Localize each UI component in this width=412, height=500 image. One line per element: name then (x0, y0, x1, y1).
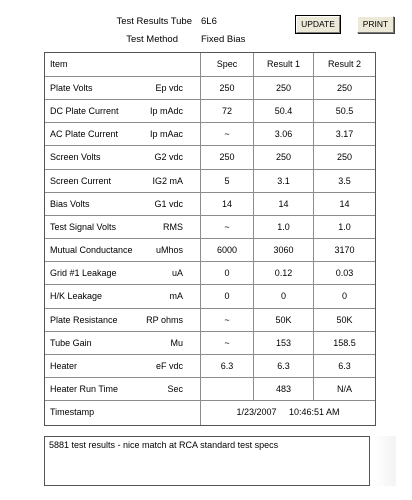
table-row (45, 354, 375, 378)
test-method-label: Test Method (126, 34, 178, 45)
table-row (45, 377, 375, 401)
table-row (45, 99, 375, 123)
row-result-2-value: 6.3 (338, 360, 351, 371)
timestamp-value: 1/23/2007 10:46:51 AM (236, 407, 340, 417)
row-item-unit: uA (171, 268, 183, 279)
row-result-2-value: 3170 (334, 245, 355, 256)
row-result-1-value: 3.1 (277, 175, 290, 186)
row-result-2-value: 50.5 (335, 106, 354, 117)
row-result-1-value: 153 (275, 337, 292, 348)
row-item-name: Heater Run Time (50, 383, 119, 394)
row-result-2-value: 158.5 (333, 337, 356, 348)
table-row (45, 331, 375, 355)
row-spec-value: 6.3 (220, 360, 234, 371)
row-spec-value: 6000 (216, 245, 238, 256)
results-table (44, 52, 376, 426)
row-result-1-value: 483 (275, 383, 292, 394)
row-result-2-value: 250 (336, 152, 353, 163)
row-result-1-value: 0.12 (274, 268, 293, 279)
row-item-name: Mutual Conductance (50, 245, 133, 256)
row-result-2-value: 0 (341, 291, 347, 302)
row-item-unit: RP ohms (146, 314, 183, 325)
row-spec-value: 72 (221, 106, 232, 117)
timestamp-row (45, 400, 375, 424)
row-item-name: Screen Volts (50, 152, 101, 163)
row-item-unit: uMhos (155, 245, 183, 256)
table-header-row (45, 53, 375, 76)
row-item-name: DC Plate Current (50, 106, 119, 117)
row-result-2-value: 250 (336, 83, 353, 93)
print-button[interactable]: PRINT (357, 16, 394, 33)
row-result-1-value: 50K (275, 314, 292, 325)
row-result-1-value: 1.0 (277, 221, 290, 232)
row-item-unit: Sec (167, 383, 183, 394)
row-item-unit: eF vdc (155, 360, 183, 371)
row-result-1-value: 250 (275, 83, 292, 93)
row-result-2-value: 1.0 (338, 221, 351, 232)
row-item-name: Grid #1 Leakage (50, 268, 117, 279)
header-result-2: Result 2 (327, 59, 362, 69)
row-result-1-value: 250 (275, 152, 292, 163)
row-item-unit: Mu (170, 337, 183, 348)
header-result-1: Result 1 (266, 59, 301, 69)
row-result-2-value: 3.5 (338, 175, 351, 186)
row-result-1-value: 3.06 (274, 129, 293, 140)
row-item-unit: mA (169, 291, 183, 302)
row-spec-value: ~ (224, 221, 230, 232)
row-result-2-value: 3.17 (335, 129, 354, 140)
tube-value: 6L6 (201, 16, 217, 27)
row-item-name: AC Plate Current (50, 129, 119, 140)
header-item: Item (50, 59, 68, 69)
row-spec-value: 250 (219, 83, 235, 93)
row-item-name: Test Signal Volts (50, 221, 117, 232)
table-row (45, 76, 375, 100)
row-result-2-value: N/A (336, 383, 352, 394)
notes-gutter (374, 436, 396, 486)
row-item-unit: Ep vdc (155, 83, 183, 93)
row-result-1-value: 50.4 (274, 106, 293, 117)
row-result-1-value: 0 (280, 291, 286, 302)
table-row (45, 238, 375, 262)
row-item-name: Bias Volts (50, 198, 90, 209)
row-spec-value: 250 (219, 152, 235, 163)
row-spec-value: 5 (224, 175, 230, 186)
row-result-1-value: 3060 (273, 245, 294, 256)
test-method-value: Fixed Bias (201, 34, 246, 45)
notes-text: 5881 test results - nice match at RCA standard test specs (49, 440, 279, 450)
notes-box[interactable] (44, 436, 370, 486)
row-spec-value (201, 378, 253, 401)
table-row (45, 145, 375, 169)
row-spec-value: 0 (224, 291, 230, 302)
row-item-name: Plate Resistance (50, 314, 118, 325)
row-item-name: Heater (50, 360, 78, 371)
header-spec: Spec (216, 59, 238, 69)
update-button[interactable]: UPDATE (296, 16, 340, 33)
row-spec-value: 0 (224, 268, 230, 279)
row-item-unit: IG2 mA (152, 175, 183, 186)
row-result-1-value: 6.3 (277, 360, 290, 371)
table-row (45, 308, 375, 332)
row-spec-value: ~ (224, 129, 230, 140)
timestamp-label: Timestamp (50, 407, 95, 417)
row-item-unit: G1 vdc (154, 198, 183, 209)
row-item-name: H/K Leakage (50, 291, 103, 302)
row-spec-value: ~ (224, 337, 230, 348)
row-item-unit: Ip mAdc (149, 106, 183, 117)
row-item-name: Tube Gain (50, 337, 92, 348)
table-row (45, 192, 375, 216)
row-result-1-value: 14 (278, 198, 289, 209)
row-result-2-value: 50K (336, 314, 353, 325)
table-row (45, 215, 375, 239)
row-item-name: Screen Current (50, 175, 112, 186)
row-item-unit: RMS (163, 221, 183, 232)
table-row (45, 169, 375, 193)
row-item-unit: Ip mAac (149, 129, 183, 140)
row-result-2-value: 0.03 (335, 268, 354, 279)
row-spec-value: ~ (224, 314, 230, 325)
table-row (45, 261, 375, 285)
row-item-unit: G2 vdc (154, 152, 183, 163)
table-row (45, 284, 375, 308)
row-item-name: Plate Volts (50, 83, 93, 93)
table-row (45, 122, 375, 146)
row-spec-value: 14 (221, 198, 232, 209)
tube-label: Test Results Tube (116, 16, 192, 27)
row-result-2-value: 14 (339, 198, 350, 209)
